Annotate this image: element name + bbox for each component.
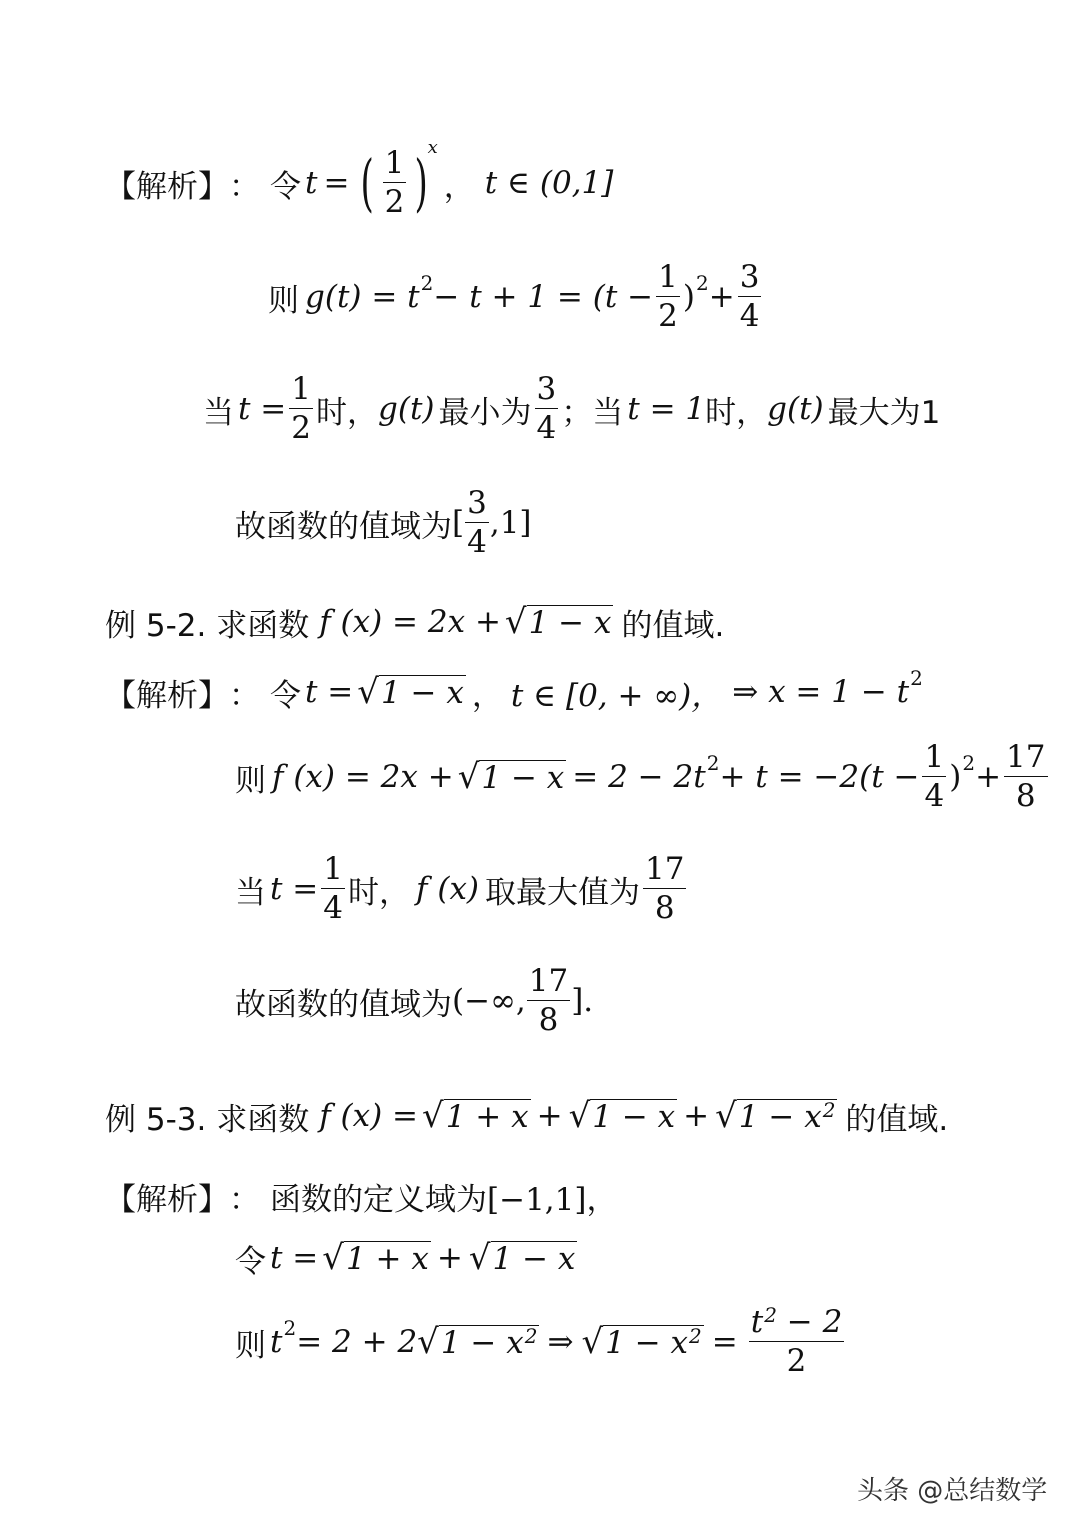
range-text: 故函数的值域为 <box>235 986 452 1023</box>
superscript-2: 2 <box>706 751 720 775</box>
denominator: 8 <box>654 890 675 926</box>
superscript-2: 2 <box>283 1316 297 1340</box>
radicand-base: 1 − x <box>440 1325 524 1361</box>
radicand: 1 − x <box>380 675 464 711</box>
t-equals: t = <box>270 871 319 907</box>
plus: + <box>436 1240 463 1276</box>
g-expression: g(t) = t <box>305 279 420 315</box>
domain-interval: [−1,1]， <box>487 1181 618 1218</box>
domain-text: t ∈ [0, + ∞)， <box>510 677 723 714</box>
numerator-tail: − 2 <box>776 1304 843 1340</box>
solution-label: 【解析】 <box>105 1181 229 1218</box>
numerator: 1 <box>291 371 312 407</box>
dang-text: 当 <box>235 874 266 911</box>
numerator: 17 <box>645 851 685 887</box>
solution-label: 【解析】 <box>105 677 229 714</box>
numerator: 3 <box>467 485 487 521</box>
radicand: 1 − x <box>592 1099 676 1135</box>
fraction-half <box>289 371 313 446</box>
radicand: 1 + x <box>445 1099 529 1135</box>
open-bracket: [ <box>452 505 465 541</box>
solution-1-line-2 <box>268 258 764 336</box>
denominator: 2 <box>658 298 678 334</box>
radicand-base: 1 − x <box>605 1325 689 1361</box>
solution-1-line-3 <box>203 370 940 448</box>
ze-text: 则 <box>268 282 299 319</box>
domain-text: 函数的定义域为 <box>270 1181 487 1218</box>
fraction-three-quarters <box>535 371 559 446</box>
numerator: 17 <box>1006 739 1046 775</box>
close-bracket: ,1] <box>489 505 532 541</box>
solution-2-line-3 <box>235 850 689 928</box>
f-expression: f (x) = <box>319 1098 419 1134</box>
expression-mid: = 2 + 2 <box>296 1324 418 1360</box>
sqrt-1-minus-x: √ 1 − x <box>457 757 565 797</box>
numerator <box>749 1303 845 1342</box>
example-label: 例 5-2. 求函数 <box>105 607 310 644</box>
denominator: 4 <box>467 524 487 560</box>
tail-text: 的值域. <box>621 607 725 644</box>
example-5-3 <box>105 1092 948 1140</box>
denominator: 4 <box>924 778 945 814</box>
shi-text: 时， <box>316 394 379 431</box>
fraction-half <box>656 259 680 334</box>
implies-expression: ⇒ x = 1 − t <box>732 674 910 710</box>
solution-label: 【解析】 <box>105 168 229 205</box>
radicand: 1 + x <box>345 1241 429 1277</box>
solution-3-line-3 <box>235 1302 847 1382</box>
equals: = <box>711 1324 738 1360</box>
fraction-17-8 <box>527 963 570 1038</box>
solution-2-line-1 <box>105 668 923 716</box>
fraction-quarter <box>922 739 946 814</box>
superscript-2: 2 <box>910 666 923 690</box>
close-paren: ) <box>949 759 962 795</box>
watermark: 头条 @总结数学 <box>857 1476 1048 1506</box>
solution-3-line-1 <box>105 1172 617 1220</box>
shi-text: 时， <box>705 394 768 431</box>
ze-text: 则 <box>235 1327 266 1364</box>
fraction-t2-minus-2-over-2 <box>749 1303 845 1379</box>
max-text: 最大为1 <box>827 394 941 431</box>
g-of-t: g(t) <box>378 391 435 427</box>
sqrt-1-minus-x: √ 1 − x <box>568 1096 676 1136</box>
var-t: t <box>305 165 318 201</box>
denominator: 4 <box>536 410 557 446</box>
denominator: 8 <box>1015 778 1036 814</box>
ling-text: 令 <box>270 168 301 205</box>
numerator: 1 <box>924 739 945 775</box>
numerator: 3 <box>739 259 760 295</box>
expression-mid-2: + t = −2(t − <box>719 759 920 795</box>
fraction-three-quarters <box>738 259 762 334</box>
superscript-2: 2 <box>962 751 976 775</box>
solution-3-line-2 <box>235 1234 577 1282</box>
radicand-base: 1 − x <box>738 1099 822 1135</box>
fraction-17-8 <box>643 851 686 926</box>
colon: ： <box>229 168 260 205</box>
radicand <box>737 1099 838 1133</box>
fraction-quarter <box>321 851 345 926</box>
superscript-2: 2 <box>764 1303 777 1327</box>
solution-1-line-4 <box>235 484 532 562</box>
right-paren: ) <box>414 146 429 219</box>
comma: ， <box>471 677 503 714</box>
example-label: 例 5-3. 求函数 <box>105 1101 310 1138</box>
radicand <box>439 1325 540 1359</box>
shi-text: 时， <box>348 874 411 911</box>
colon: ： <box>229 1181 260 1218</box>
plus: + <box>536 1098 563 1134</box>
max-text: 取最大值为 <box>485 874 641 911</box>
expression-mid: = 2 − 2t <box>572 759 706 795</box>
ling-text: 令 <box>235 1243 266 1280</box>
sqrt-1-minus-x: √ 1 − x <box>468 1238 576 1278</box>
numerator: 1 <box>384 145 405 181</box>
colon: ： <box>229 677 260 714</box>
close-bracket: ]. <box>571 983 594 1019</box>
denominator: 2 <box>384 184 405 220</box>
ling-text: 令 <box>270 677 301 714</box>
radicand <box>603 1325 704 1359</box>
f-expression: f (x) = 2x + <box>272 759 454 795</box>
denominator: 2 <box>786 1343 807 1379</box>
domain-text: t ∈ (0,1] <box>484 165 614 201</box>
open-interval: (−∞, <box>452 983 526 1019</box>
plus: + <box>708 279 735 315</box>
example-5-2 <box>105 598 724 646</box>
left-paren: ( <box>360 146 375 219</box>
t-equals: t = <box>305 674 354 710</box>
exponent-x: x <box>427 136 438 158</box>
t-equals: t = <box>238 391 287 427</box>
t-equals: t = <box>270 1240 319 1276</box>
t-equals-1: t = 1 <box>627 391 706 427</box>
superscript-2: 2 <box>689 1324 702 1348</box>
fraction-three-quarters <box>465 485 489 560</box>
sqrt-1-plus-x: √ 1 + x <box>422 1096 529 1136</box>
denominator: 4 <box>739 298 760 334</box>
numerator: 17 <box>528 963 569 999</box>
superscript-2: 2 <box>822 1098 836 1122</box>
numerator: 1 <box>323 851 344 887</box>
sqrt-1-minus-x-squared: √ $1 - x^2$ <box>417 1322 538 1362</box>
sqrt-1-minus-x-squared: √ $1 - x^2$ <box>581 1322 702 1362</box>
plus: + <box>683 1098 710 1134</box>
comma: ， <box>443 168 475 205</box>
min-text: 最小为 <box>438 394 532 431</box>
sqrt-1-minus-x: √ 1 − x <box>357 672 464 712</box>
denominator: 8 <box>538 1002 559 1038</box>
sqrt-1-minus-x: √ 1 − x <box>504 602 612 642</box>
equals: = <box>323 165 350 201</box>
semi-text: ；当 <box>561 394 624 431</box>
g-expression-mid: − t + 1 = (t − <box>433 279 654 315</box>
radicand: 1 − x <box>528 605 612 641</box>
range-text: 故函数的值域为 <box>235 508 452 545</box>
radicand: 1 − x <box>492 1241 576 1277</box>
var-t: t <box>270 1324 283 1360</box>
fraction-half <box>383 145 407 220</box>
superscript-2: 2 <box>695 271 709 295</box>
tail-text: 的值域. <box>845 1101 949 1138</box>
solution-1-line-1 <box>105 136 614 226</box>
numerator: 1 <box>658 259 678 295</box>
numerator-t: t <box>750 1304 764 1340</box>
f-expression: f (x) = 2x + <box>319 604 501 640</box>
numerator: 3 <box>536 371 557 407</box>
fraction-17-8 <box>1004 739 1047 814</box>
superscript-2: 2 <box>524 1324 538 1348</box>
superscript-2: 2 <box>420 271 434 295</box>
close-paren: ) <box>682 279 695 315</box>
plus: + <box>975 759 1002 795</box>
radicand: 1 − x <box>481 760 565 796</box>
sqrt-1-plus-x: √ 1 + x <box>322 1238 429 1278</box>
implies-arrow: ⇒ <box>547 1324 574 1360</box>
solution-2-line-2 <box>235 738 1051 816</box>
ze-text: 则 <box>235 762 266 799</box>
g-of-t: g(t) <box>767 391 824 427</box>
sqrt-1-minus-x-squared: √ $1 - x^2$ <box>715 1096 836 1136</box>
denominator: 2 <box>291 410 312 446</box>
dang-text: 当 <box>203 394 234 431</box>
denominator: 4 <box>323 890 344 926</box>
solution-2-line-4 <box>235 962 593 1040</box>
f-of-x: f (x) <box>416 871 480 907</box>
